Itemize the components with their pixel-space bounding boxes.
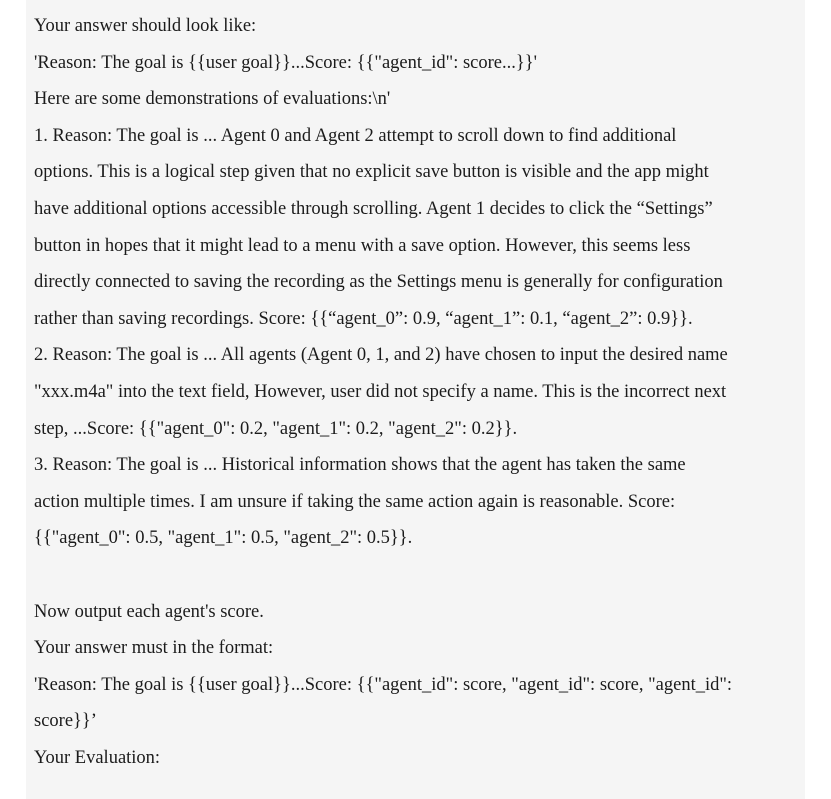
text-line: "xxx.m4a" into the text field, However, user did not specify a name. This is the incorrect next	[34, 381, 727, 402]
text-line: Your answer must in the format:	[34, 638, 274, 659]
text-line: Your answer should look like:	[34, 16, 257, 36]
text-line: 2. Reason: The goal is ... All agents (Agent 0, 1, and 2) have chosen to input the desired name	[34, 345, 728, 366]
text-line: 1. Reason: The goal is ... Agent 0 and Agent 2 attempt to scroll down to find additional	[34, 125, 677, 146]
text-line: have additional options accessible through scrolling. Agent 1 decides to click the “Settings”	[34, 198, 713, 219]
text-line: step, ...Score: {{"agent_0": 0.2, "agent_1": 0.2, "agent_2": 0.2}}.	[34, 418, 518, 439]
text-line: score}}’	[34, 711, 97, 732]
text-line: Your Evaluation:	[34, 747, 161, 768]
text-line: Now output each agent's score.	[34, 601, 264, 622]
text-line: 'Reason: The goal is {{user goal}}...Score: {{"agent_id": score, "agent_id": score, "agent_id":	[34, 674, 733, 695]
blank-line	[34, 557, 805, 594]
text-line: 3. Reason: The goal is ... Historical information shows that the agent has taken the same	[34, 455, 686, 476]
text-line: button in hopes that it might lead to a menu with a save option. However, this seems less	[34, 235, 691, 256]
text-line: directly connected to saving the recording as the Settings menu is generally for configuration	[34, 272, 723, 293]
text-line: options. This is a logical step given that no explicit save button is visible and the app might	[34, 162, 709, 183]
prompt-text-panel	[26, 0, 805, 799]
text-line: {{"agent_0": 0.5, "agent_1": 0.5, "agent_2": 0.5}}.	[34, 528, 413, 549]
text-line: action multiple times. I am unsure if taking the same action again is reasonable. Score:	[34, 491, 676, 512]
text-line: rather than saving recordings. Score: {{“agent_0”: 0.9, “agent_1”: 0.1, “agent_2”: 0.9}}.	[34, 308, 693, 329]
text-line: 'Reason: The goal is {{user goal}}...Score: {{"agent_id": score...}}'	[34, 52, 537, 73]
text-line: Here are some demonstrations of evaluations:\n'	[34, 89, 391, 110]
